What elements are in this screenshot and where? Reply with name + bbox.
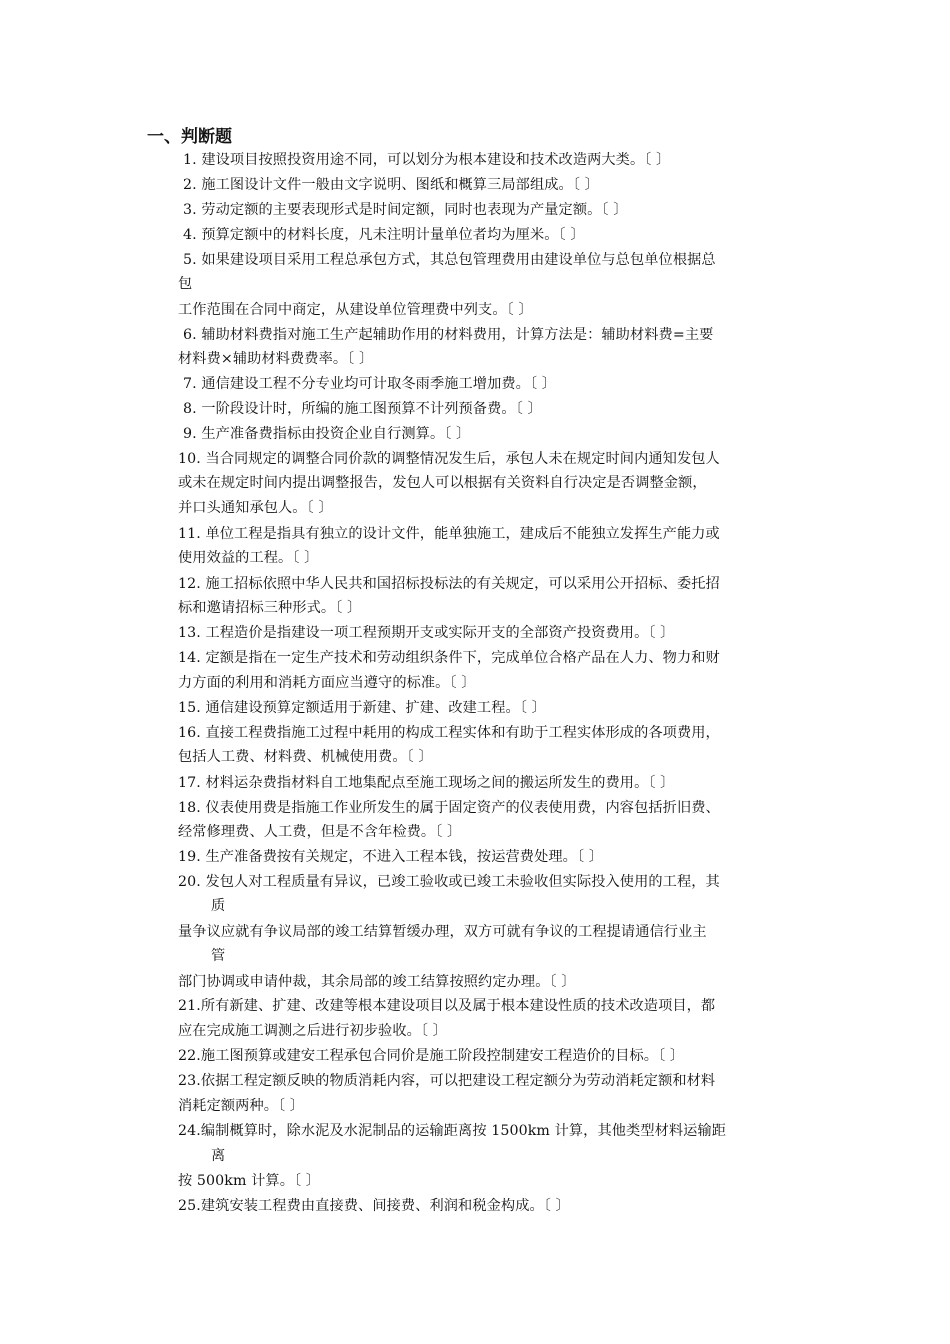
question-line: 5. 如果建设项目采用工程总承包方式，其总包管理费用由建设单位与总包单位根据总	[183, 252, 716, 268]
question-line: 17. 材料运杂费指材料自工地集配点至施工现场之间的搬运所发生的费用。〔 〕	[178, 775, 675, 791]
question-line: 包括人工费、材料费、机械使用费。〔 〕	[178, 749, 433, 765]
question-line: 力方面的利用和消耗方面应当遵守的标准。〔 〕	[178, 675, 476, 691]
question-line-wrap: 质	[211, 898, 226, 914]
question-line: 消耗定额两种。〔 〕	[178, 1098, 305, 1114]
question-line: 22.施工图预算或建安工程承包合同价是施工阶段控制建安工程造价的目标。〔 〕	[178, 1048, 685, 1064]
question-line: 24.编制概算时，除水泥及水泥制品的运输距离按 1500km 计算，其他类型材料运输距	[178, 1123, 727, 1139]
question-line-wrap: 离	[211, 1148, 226, 1164]
question-line-wrap: 包	[178, 276, 193, 292]
question-line: 15. 通信建设预算定额适用于新建、扩建、改建工程。〔 〕	[178, 700, 546, 716]
question-line: 标和邀请招标三种形式。〔 〕	[178, 600, 362, 616]
question-line: 16. 直接工程费指施工过程中耗用的构成工程实体和有助于工程实体形成的各项费用，	[178, 725, 720, 741]
question-line-wrap: 管	[211, 948, 226, 964]
question-line: 2. 施工图设计文件一般由文字说明、图纸和概算三局部组成。〔 〕	[183, 177, 599, 193]
question-line: 21.所有新建、扩建、改建等根本建设项目以及属于根本建设性质的技术改造项目，都	[178, 998, 716, 1014]
question-line: 部门协调或申请仲裁，其余局部的竣工结算按照约定办理。〔 〕	[178, 974, 576, 990]
question-line: 使用效益的工程。〔 〕	[178, 550, 319, 566]
question-line: 或未在规定时间内提出调整报告，发包人可以根据有关资料自行决定是否调整金额，	[178, 475, 707, 491]
question-line: 工作范围在合同中商定，从建设单位管理费中列支。〔 〕	[178, 302, 533, 318]
question-line: 9. 生产准备费指标由投资企业自行测算。〔 〕	[183, 426, 471, 442]
question-line: 23.依据工程定额反映的物质消耗内容，可以把建设工程定额分为劳动消耗定额和材料	[178, 1073, 716, 1089]
question-line: 3. 劳动定额的主要表现形式是时间定额，同时也表现为产量定额。〔 〕	[183, 202, 628, 218]
question-line: 1. 建设项目按照投资用途不同，可以划分为根本建设和技术改造两大类。〔 〕	[183, 152, 671, 168]
question-line: 19. 生产准备费按有关规定，不进入工程本钱，按运营费处理。〔 〕	[178, 849, 604, 865]
question-line: 25.建筑安装工程费由直接费、间接费、利润和税金构成。〔 〕	[178, 1198, 570, 1214]
question-line: 18. 仪表使用费是指施工作业所发生的属于固定资产的仪表使用费，内容包括折旧费、	[178, 800, 720, 816]
question-line: 8. 一阶段设计时，所编的施工图预算不计列预备费。〔 〕	[183, 401, 542, 417]
question-line: 量争议应就有争议局部的竣工结算暂缓办理，双方可就有争议的工程提请通信行业主	[178, 924, 707, 940]
question-line: 材料费×辅助材料费费率。〔 〕	[178, 351, 374, 367]
question-line: 6. 辅助材料费指对施工生产起辅助作用的材料费用，计算方法是：辅助材料费=主要	[183, 327, 714, 343]
question-line: 并口头通知承包人。〔 〕	[178, 500, 333, 516]
question-line: 应在完成施工调测之后进行初步验收。〔 〕	[178, 1023, 447, 1039]
question-line: 4. 预算定额中的材料长度，凡未注明计量单位者均为厘米。〔 〕	[183, 227, 585, 243]
question-line: 20. 发包人对工程质量有异议，已竣工验收或已竣工未验收但实际投入使用的工程，其	[178, 874, 720, 890]
question-line: 经常修理费、人工费，但是不含年检费。〔 〕	[178, 824, 462, 840]
question-line: 12. 施工招标依照中华人民共和国招标投标法的有关规定，可以采用公开招标、委托招	[178, 576, 720, 592]
question-line: 13. 工程造价是指建设一项工程预期开支或实际开支的全部资产投资费用。〔 〕	[178, 625, 675, 641]
question-line: 7. 通信建设工程不分专业均可计取冬雨季施工增加费。〔 〕	[183, 376, 557, 392]
section-heading: 一、判断题	[147, 127, 232, 147]
question-line: 11. 单位工程是指具有独立的设计文件，能单独施工，建成后不能独立发挥生产能力或	[178, 526, 720, 542]
question-line: 10. 当合同规定的调整合同价款的调整情况发生后，承包人未在规定时间内通知发包人	[178, 451, 720, 467]
question-line: 按 500km 计算。〔 〕	[178, 1173, 321, 1189]
question-line: 14. 定额是指在一定生产技术和劳动组织条件下，完成单位合格产品在人力、物力和财	[178, 650, 720, 666]
